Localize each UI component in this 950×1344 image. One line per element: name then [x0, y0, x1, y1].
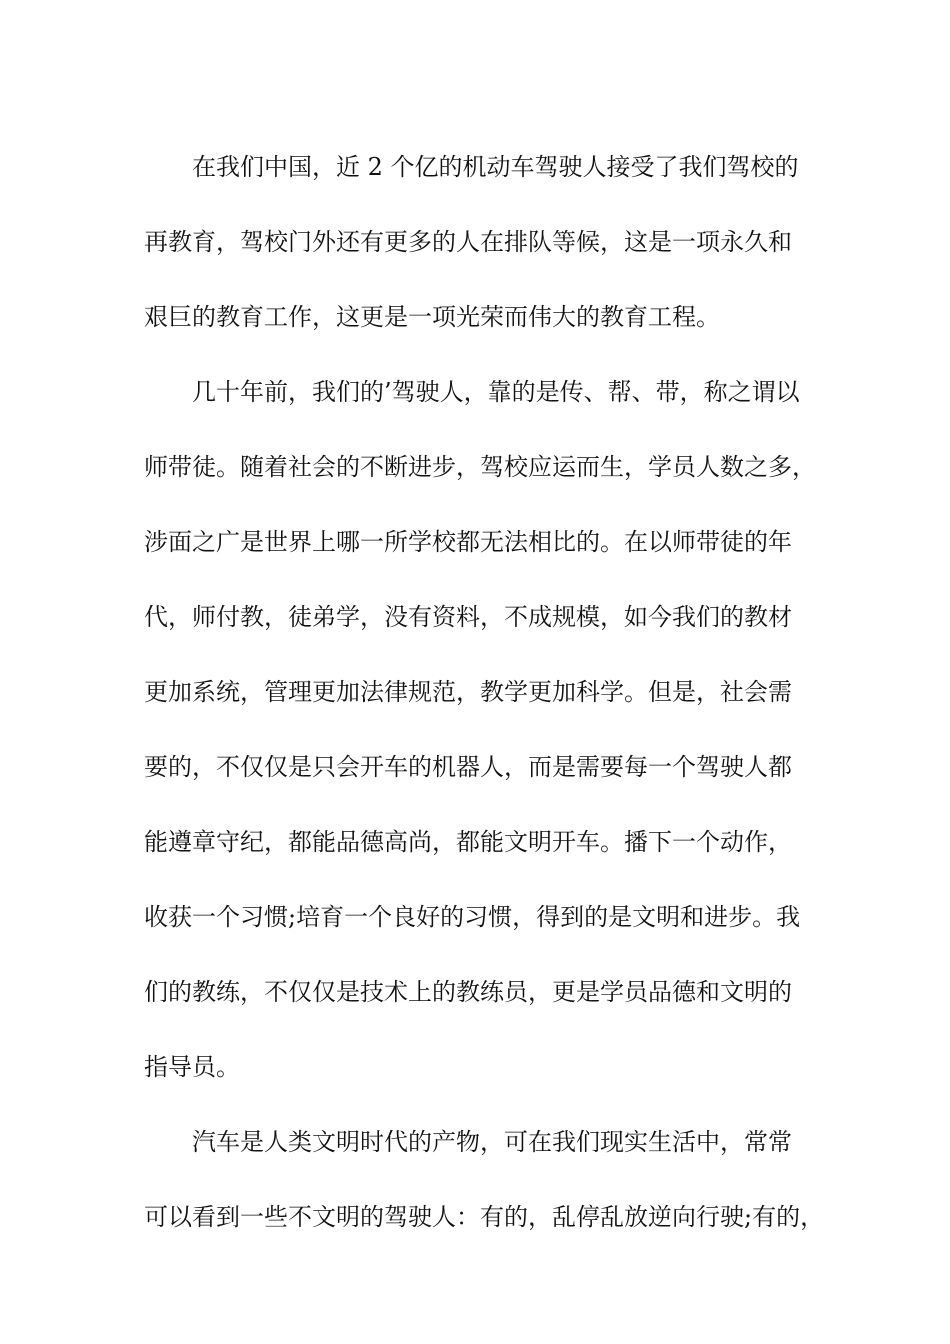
text-line: 几十年前，我们的’驾驶人，靠的是传、帮、带，称之谓以 [192, 378, 800, 406]
text-line: 指导员。 [144, 1053, 240, 1081]
text-line: 涉面之广是世界上哪一所学校都无法相比的。在以师带徒的年 [144, 528, 792, 556]
paragraph [144, 1105, 824, 1255]
text-line: 艰巨的教育工作，这更是一项光荣而伟大的教育工程。 [144, 303, 720, 331]
text-line: 们的教练，不仅仅是技术上的教练员，更是学员品德和文明的 [144, 978, 792, 1006]
document-body [144, 130, 824, 1255]
text-line: 再教育，驾校门外还有更多的人在排队等候，这是一项永久和 [144, 228, 792, 256]
text-line: 汽车是人类文明时代的产物，可在我们现实生活中，常常 [192, 1128, 792, 1156]
text-line: 在我们中国，近 2 个亿的机动车驾驶人接受了我们驾校的 [192, 153, 799, 181]
text-line: 代，师付教，徒弟学，没有资料，不成规模，如今我们的教材 [144, 603, 792, 631]
paragraph [144, 130, 824, 355]
text-line: 要的，不仅仅是只会开车的机器人，而是需要每一个驾驶人都 [144, 753, 792, 781]
paragraph [144, 355, 824, 1105]
text-line: 更加系统，管理更加法律规范，教学更加科学。但是，社会需 [144, 678, 792, 706]
text-line: 师带徒。随着社会的不断进步，驾校应运而生，学员人数之多， [144, 453, 816, 481]
text-line: 能遵章守纪，都能品德高尚，都能文明开车。播下一个动作， [144, 828, 792, 856]
text-line: 可以看到一些不文明的驾驶人：有的，乱停乱放逆向行驶;有的， [144, 1203, 825, 1231]
text-line: 收获一个习惯;培育一个良好的习惯，得到的是文明和进步。我 [144, 903, 801, 931]
